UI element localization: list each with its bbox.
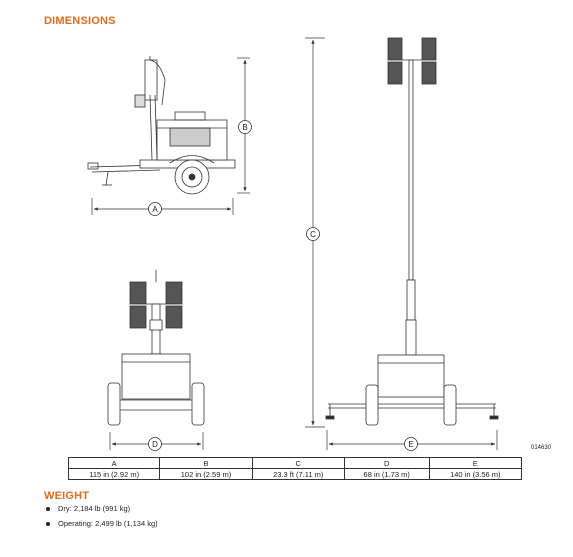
table-header-cell: E — [429, 458, 521, 469]
weight-list — [44, 504, 158, 534]
callout-a — [149, 203, 162, 216]
raised-view-drawing — [326, 38, 498, 425]
table-header-cell: C — [252, 458, 344, 469]
table-header-row — [69, 458, 522, 469]
weight-heading: WEIGHT — [44, 490, 90, 502]
table-cell: 23.3 ft (7.11 m) — [252, 469, 344, 480]
callout-b — [239, 121, 252, 134]
table-cell: 140 in (3.56 m) — [429, 469, 521, 480]
table-header-cell: D — [344, 458, 429, 469]
dimensions-heading: DIMENSIONS — [44, 15, 116, 27]
table-cell: 102 in (2.59 m) — [160, 469, 252, 480]
side-view-drawing — [88, 56, 235, 194]
table-cell: 115 in (2.92 m) — [69, 469, 160, 480]
svg-text:D: D — [152, 440, 158, 449]
table-header-cell: B — [160, 458, 252, 469]
svg-text:A: A — [152, 205, 158, 214]
svg-text:C: C — [310, 230, 316, 239]
table-header-cell: A — [69, 458, 160, 469]
svg-text:B: B — [242, 123, 248, 132]
callout-d — [149, 438, 162, 451]
svg-text:E: E — [408, 440, 414, 449]
dimensions-table — [68, 457, 522, 480]
dimension-line-a — [92, 198, 233, 215]
callout-c — [307, 228, 320, 241]
table-cell: 68 in (1.73 m) — [344, 469, 429, 480]
callout-e — [405, 438, 418, 451]
table-row — [69, 469, 522, 480]
list-item-dry-weight: Dry: 2,184 lb (991 kg) — [44, 504, 158, 513]
front-view-drawing — [108, 270, 204, 425]
list-item-operating-weight: Operating: 2,499 lb (1,134 kg) — [44, 519, 158, 528]
drawing-number: 014630 — [531, 445, 552, 451]
